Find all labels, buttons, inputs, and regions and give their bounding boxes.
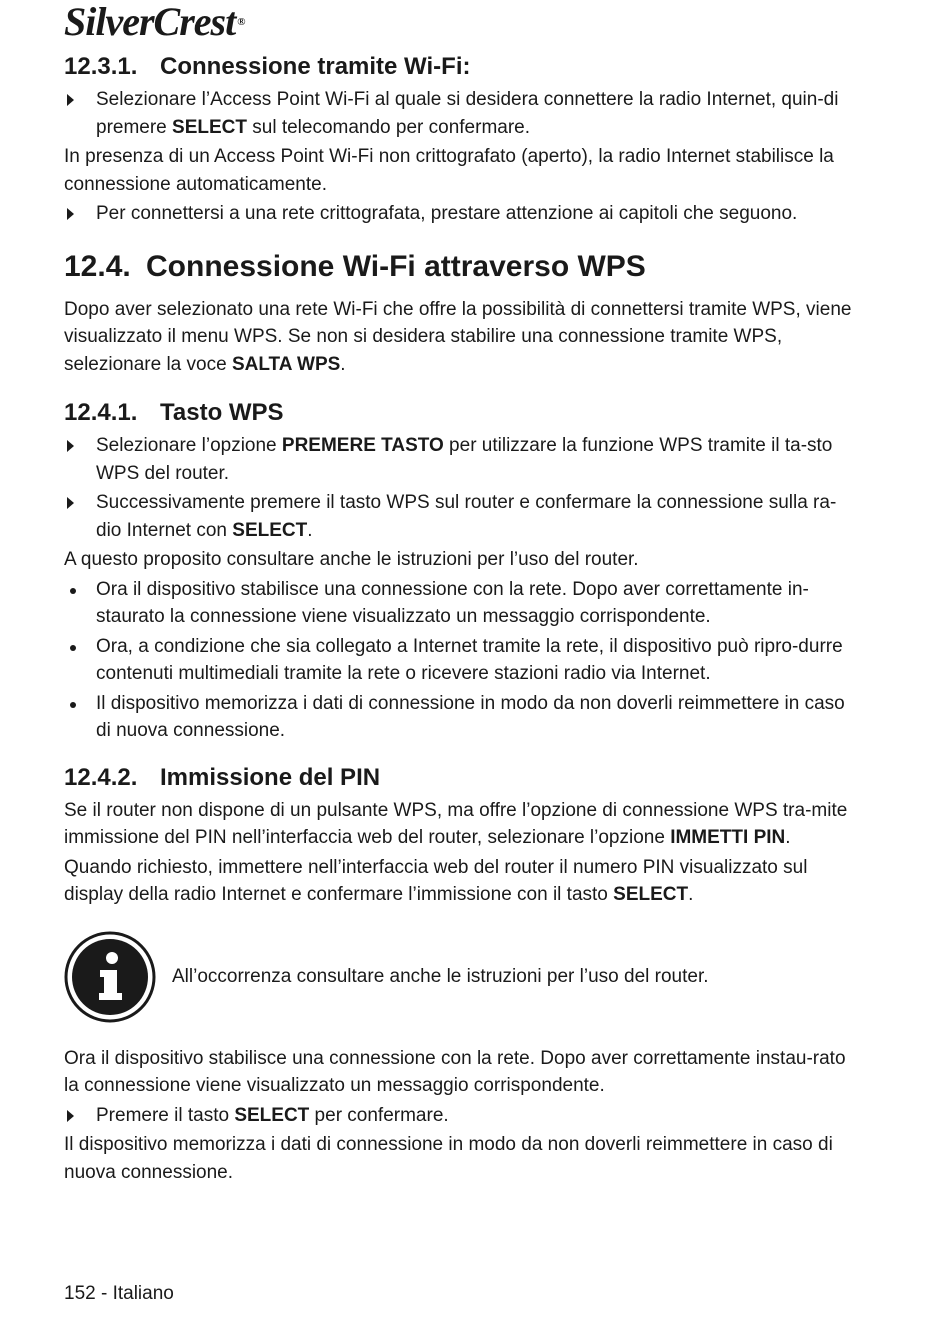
list-item <box>64 576 854 631</box>
heading-12-4 <box>64 248 854 286</box>
triangle-bullet-icon <box>64 200 96 228</box>
paragraph: In presenza di un Access Point Wi-Fi non crittografato (aperto), la radio Internet stabilisce la connessione automaticamente. <box>64 146 834 195</box>
list-item-text: Il dispositivo memorizza i dati di connessione in modo da non doverli reimmettere in caso di nuova connessione. <box>96 692 845 741</box>
heading-title: Immissione del PIN <box>160 763 381 791</box>
paragraph: Quando richiesto, immettere nell’interfaccia web del router il numero PIN visualizzato sul display della radio Internet e confermare l’immissione con il tasto SELECT. <box>64 856 808 905</box>
page-content <box>64 52 854 1186</box>
brand-logo <box>64 2 244 42</box>
heading-title: Connessione Wi-Fi attraverso WPS <box>146 249 646 283</box>
list-item <box>64 633 854 688</box>
step-item <box>64 200 854 228</box>
triangle-bullet-icon <box>64 1102 96 1130</box>
paragraph: Il dispositivo memorizza i dati di connessione in modo da non doverli reimmettere in caso di nuova connessione. <box>64 1134 833 1183</box>
heading-number: 12.4. <box>64 249 131 283</box>
step-item <box>64 86 854 141</box>
heading-12-3-1 <box>64 52 854 82</box>
step-item <box>64 1102 854 1130</box>
step-text: Selezionare l’opzione PREMERE TASTO per utilizzare la funzione WPS tramite il ta-sto WPS del router. <box>96 435 833 484</box>
step-text: Per connettersi a una rete crittografata, prestare attenzione ai capitoli che seguono. <box>96 203 798 224</box>
bullet-dot-icon <box>64 576 96 631</box>
heading-number: 12.3.1. <box>64 53 138 80</box>
page-footer: 152 - Italiano <box>64 1283 174 1304</box>
heading-number: 12.4.2. <box>64 763 138 791</box>
note-text: All’occorrenza consultare anche le istruzioni per l’uso del router. <box>172 965 709 987</box>
triangle-bullet-icon <box>64 86 96 141</box>
info-icon <box>64 931 156 1023</box>
heading-title: Connessione tramite Wi-Fi: <box>160 53 471 80</box>
step-text: Successivamente premere il tasto WPS sul router e confermare la connessione sulla ra-dio Internet con SELECT. <box>96 492 837 541</box>
heading-12-4-2 <box>64 763 854 793</box>
heading-number: 12.4.1. <box>64 399 138 426</box>
list-item-text: Ora, a condizione che sia collegato a Internet tramite la rete, il dispositivo può ripro-durre contenuti multimediali tramite la rete o ricevere stazioni radio via Internet. <box>96 635 843 684</box>
brand-name: SilverCrest <box>64 0 236 44</box>
paragraph: Ora il dispositivo stabilisce una connessione con la rete. Dopo aver correttamente instau-rato la connessione viene visualizzato un messaggio corrispondente. <box>64 1047 846 1096</box>
brand-reg: ® <box>237 16 245 28</box>
step-text: Selezionare l’Access Point Wi-Fi al quale si desidera connettere la radio Internet, quin-di premere SELECT sul telecomando per confermare. <box>96 89 839 138</box>
bullet-dot-icon <box>64 690 96 745</box>
step-text: Premere il tasto SELECT per confermare. <box>96 1104 449 1126</box>
info-note <box>64 931 854 1023</box>
step-item <box>64 432 854 487</box>
step-item <box>64 489 854 544</box>
bullet-dot-icon <box>64 633 96 688</box>
list-item <box>64 690 854 745</box>
heading-title: Tasto WPS <box>160 399 284 426</box>
list-item-text: Ora il dispositivo stabilisce una connessione con la rete. Dopo aver correttamente in-staurato la connessione viene visualizzato un messaggio corrispondente. <box>96 578 809 627</box>
paragraph: Dopo aver selezionato una rete Wi-Fi che offre la possibilità di connettersi tramite WPS, viene visualizzato il menu WPS. Se non si desidera stabilire una connessione tramite WPS, selezionare la voce SALTA WPS. <box>64 298 852 375</box>
paragraph: Se il router non dispone di un pulsante WPS, ma offre l’opzione di connessione WPS tra-mite immissione del PIN nell’interfaccia web del router, selezionare l’opzione IMMETTI PIN. <box>64 799 848 848</box>
paragraph: A questo proposito consultare anche le istruzioni per l’uso del router. <box>64 549 639 570</box>
triangle-bullet-icon <box>64 432 96 487</box>
heading-12-4-1 <box>64 398 854 428</box>
triangle-bullet-icon <box>64 489 96 544</box>
